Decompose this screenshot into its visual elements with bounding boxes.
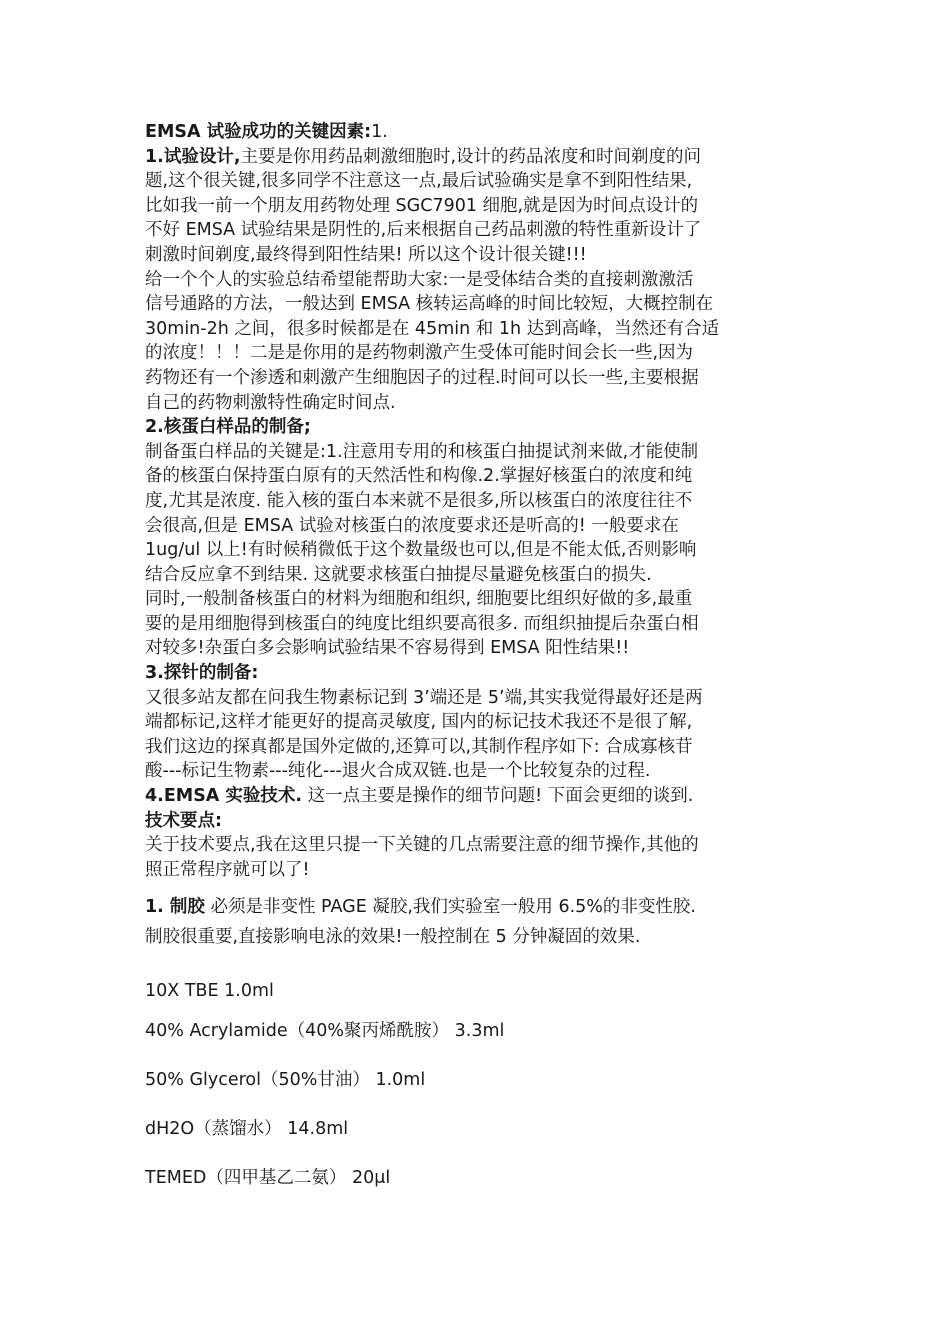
section-1-line: 药物还有一个渗透和刺激产生细胞因子的过程.时间可以长一些,主要根据 xyxy=(145,367,699,388)
section-2-line: 制备蛋白样品的关键是:1.注意用专用的和核蛋白抽提试剂来做,才能使制 xyxy=(145,441,699,462)
section-1-line: 30min-2h 之间，很多时候都是在 45min 和 1h 达到高峰，当然还有合适 xyxy=(145,318,720,339)
section-4-line: 4.EMSA 实验技术. 这一点主要是操作的细节问题! 下面会更细的谈到. xyxy=(145,786,694,807)
recipe-item: TEMED（四甲基乙二氨） 20μl xyxy=(145,1168,391,1189)
section-4-heading: 4.EMSA 实验技术. xyxy=(145,786,303,807)
spacer xyxy=(145,1006,810,1016)
section-2-line: 度,尤其是浓度. 能入核的蛋白本来就不是很多,所以核蛋白的浓度往往不 xyxy=(145,490,693,511)
section-2-line: 对较多!杂蛋白多会影响试验结果不容易得到 EMSA 阳性结果!! xyxy=(145,638,630,659)
section-2-line: 1ug/ul 以上!有时候稍微低于这个数量级也可以,但是不能太低,否则影响 xyxy=(145,540,697,561)
section-2-line: 备的核蛋白保持蛋白原有的天然活性和构像.2.掌握好核蛋白的浓度和纯 xyxy=(145,466,693,487)
spacer xyxy=(145,1095,810,1114)
section-1-line: 自己的药物刺激特性确定时间点. xyxy=(145,392,396,413)
section-1-line: 的浓度！！！二是是你用的是药物刺激产生受体可能时间会长一些,因为 xyxy=(145,343,694,364)
recipe-item: 10X TBE 1.0ml xyxy=(145,981,274,1002)
spacer xyxy=(145,1144,810,1163)
section-1-line: 比如我一前一个朋友用药物处理 SGC7901 细胞,就是因为时间点设计的 xyxy=(145,195,699,216)
recipe-item: 50% Glycerol（50%甘油） 1.0ml xyxy=(145,1070,426,1091)
spacer xyxy=(145,952,810,976)
section-3-line: 我们这边的探真都是国外定做的,还算可以,其制作程序如下: 合成寡核苷 xyxy=(145,736,693,757)
recipe-item: 40% Acrylamide（40%聚丙烯酰胺） 3.3ml xyxy=(145,1021,505,1042)
section-1-line: 题,这个很关键,很多同学不注意这一点,最后试验确实是拿不到阳性结果, xyxy=(145,171,693,192)
section-2-line: 同时,一般制备核蛋白的材料为细胞和组织, 细胞要比组织好做的多,最重 xyxy=(145,589,693,610)
spacer xyxy=(145,882,810,892)
section-3-line: 酸---标记生物素---纯化---退火合成双链.也是一个比较复杂的过程. xyxy=(145,761,651,782)
section-2-heading: 2.核蛋白样品的制备; xyxy=(145,417,311,438)
gel-line: 1. 制胶 必须是非变性 PAGE 凝胶,我们实验室一般用 6.5%的非变性胶. xyxy=(145,897,696,918)
section-1-line: 1.试验设计,主要是你用药品刺激细胞时,设计的药品浓度和时间剃度的问 xyxy=(145,146,702,167)
document-title: EMSA 试验成功的关键因素:1. xyxy=(145,122,388,142)
section-2-line: 要的是用细胞得到核蛋白的纯度比组织要高很多. 而组织抽提后杂蛋白相 xyxy=(145,613,699,634)
gel-line: 制胶很重要,直接影响电泳的效果!一般控制在 5 分钟凝固的效果. xyxy=(145,927,641,948)
section-2-line: 会很高,但是 EMSA 试验对核蛋白的浓度要求还是听高的! 一般要求在 xyxy=(145,515,679,536)
gel-heading: 1. 制胶 xyxy=(145,897,205,918)
section-1-line: 信号通路的方法，一般达到 EMSA 核转运高峰的时间比较短，大概控制在 xyxy=(145,294,714,315)
spacer xyxy=(145,1046,810,1065)
section-1-line: 不好 EMSA 试验结果是阴性的,后来根据自己药品刺激的特性重新设计了 xyxy=(145,220,702,241)
recipe-item: dH2O（蒸馏水） 14.8ml xyxy=(145,1119,349,1140)
section-3-heading: 3.探针的制备: xyxy=(145,663,259,684)
tech-points-line: 关于技术要点,我在这里只提一下关键的几点需要注意的细节操作,其他的 xyxy=(145,835,699,856)
tech-points-heading: 技术要点: xyxy=(145,810,222,831)
section-2-line: 结合反应拿不到结果. 这就要求核蛋白抽提尽量避免核蛋白的损失. xyxy=(145,564,652,585)
section-1-heading: 1.试验设计, xyxy=(145,146,241,167)
section-3-line: 端都标记,这样才能更好的提高灵敏度, 国内的标记技术我还不是很了解, xyxy=(145,712,693,733)
section-3-line: 又很多站友都在问我生物素标记到 3’端还是 5’端,其实我觉得最好还是两 xyxy=(145,687,703,708)
tech-points-line: 照正常程序就可以了! xyxy=(145,859,310,880)
section-1-line: 刺激时间剃度,最终得到阳性结果! 所以这个设计很关键!!! xyxy=(145,244,587,265)
document-page xyxy=(145,120,810,1193)
section-1-line: 给一个个人的实验总结希望能帮助大家:一是受体结合类的直接刺激激活 xyxy=(145,269,694,290)
